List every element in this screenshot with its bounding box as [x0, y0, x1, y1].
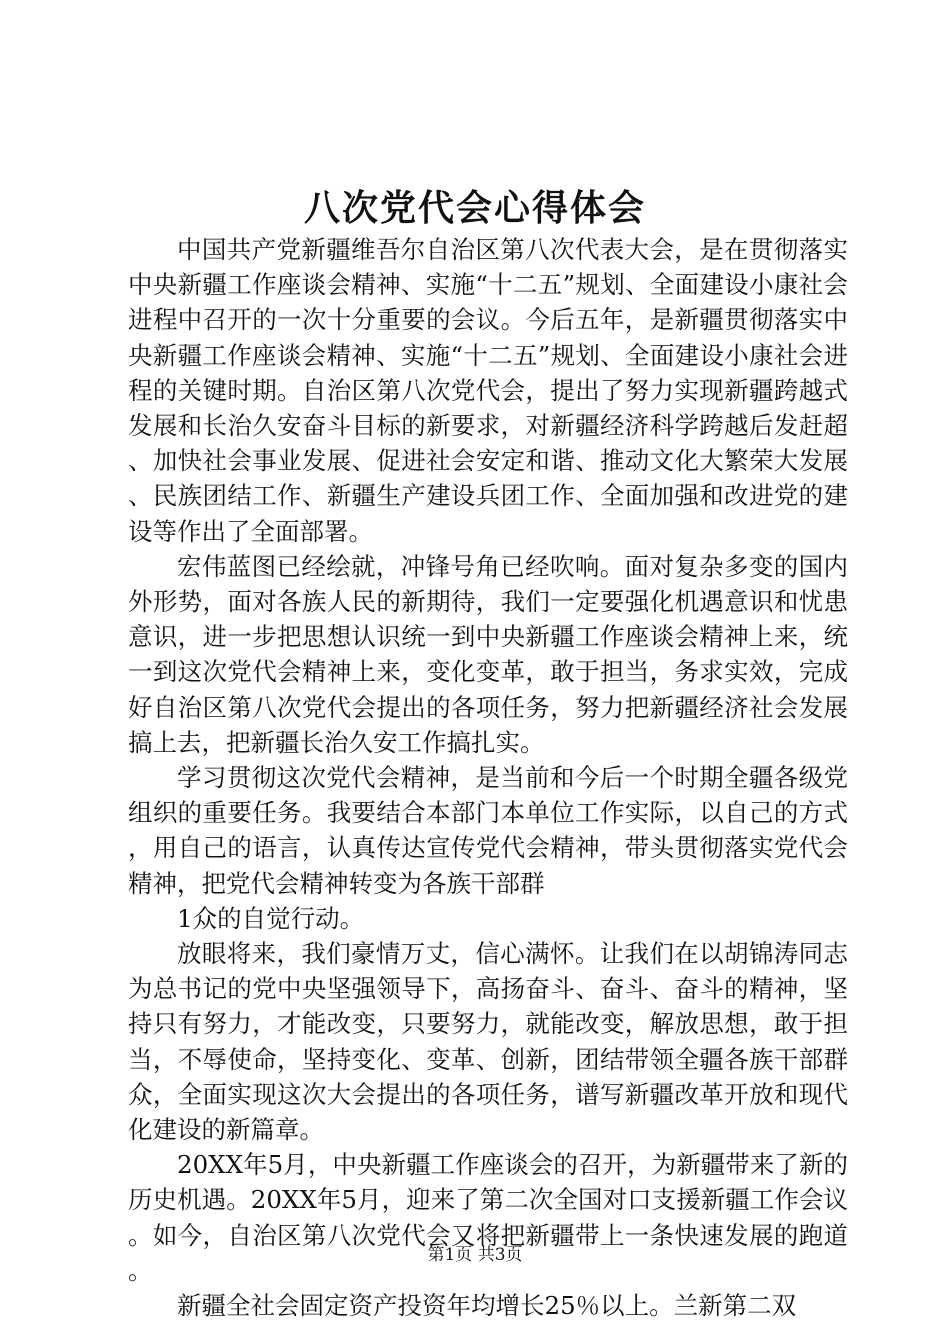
paragraph-5: 放眼将来，我们豪情万丈，信心满怀。让我们在以胡锦涛同志为总书记的党中央坚强领导下，高扬奋斗、奋斗、奋斗的精神，坚持只有努力，才能改变，只要努力，就能改变，解放思想，敢于担当，不辱使命，坚持变化、变革、创新，团结带领全疆各族干部群众，全面实现这次大会提出的各项任务，谱写新疆改革开放和现代化建设的新篇章。: [128, 939, 848, 1145]
page-number-footer: 第1页 共3页: [427, 1245, 523, 1265]
document-body: [128, 232, 848, 1323]
document-title: 八次党代会心得体会: [303, 187, 646, 229]
paragraph-2: 宏伟蓝图已经绘就，冲锋号角已经吹响。面对复杂多变的国内外形势，面对各族人民的新期待，我们一定要强化机遇意识和忧患意识，进一步把思想认识统一到中央新疆工作座谈会精神上来，统一到这次党代会精神上来，变化变革，敢于担当，务求实效，完成好自治区第八次党代会提出的各项任务，努力把新疆经济社会发展搞上去，把新疆长治久安工作搞扎实。: [128, 551, 848, 757]
paragraph-6: 20XX年5月，中央新疆工作座谈会的召开，为新疆带来了新的历史机遇。20XX年5月，迎来了第二次全国对口支援新疆工作会议。如今，自治区第八次党代会又将把新疆带上一条快速发展的跑道。: [128, 1150, 848, 1285]
paragraph-3: 学习贯彻这次党代会精神，是当前和今后一个时期全疆各级党组织的重要任务。我要结合本部门本单位工作实际，以自己的方式，用自己的语言，认真传达宣传党代会精神，带头贯彻落实党代会精神，把党代会精神转变为各族干部群: [128, 763, 848, 898]
paragraph-1: 中国共产党新疆维吾尔自治区第八次代表大会，是在贯彻落实中央新疆工作座谈会精神、实施“十二五”规划、全面建设小康社会进程中召开的一次十分重要的会议。今后五年，是新疆贯彻落实中央新疆工作座谈会精神、实施“十二五”规划、全面建设小康社会进程的关键时期。自治区第八次党代会，提出了努力实现新疆跨越式发展和长治久安奋斗目标的新要求，对新疆经济科学跨越后发赶超、加快社会事业发展、促进社会安定和谐、推动文化大繁荣大发展、民族团结工作、新疆生产建设兵团工作、全面加强和改进党的建设等作出了全面部署。: [128, 235, 848, 546]
paragraph-4: 1众的自觉行动。: [177, 903, 365, 933]
paragraph-7: 新疆全社会固定资产投资年均增长25％以上。兰新第二双: [177, 1291, 797, 1321]
